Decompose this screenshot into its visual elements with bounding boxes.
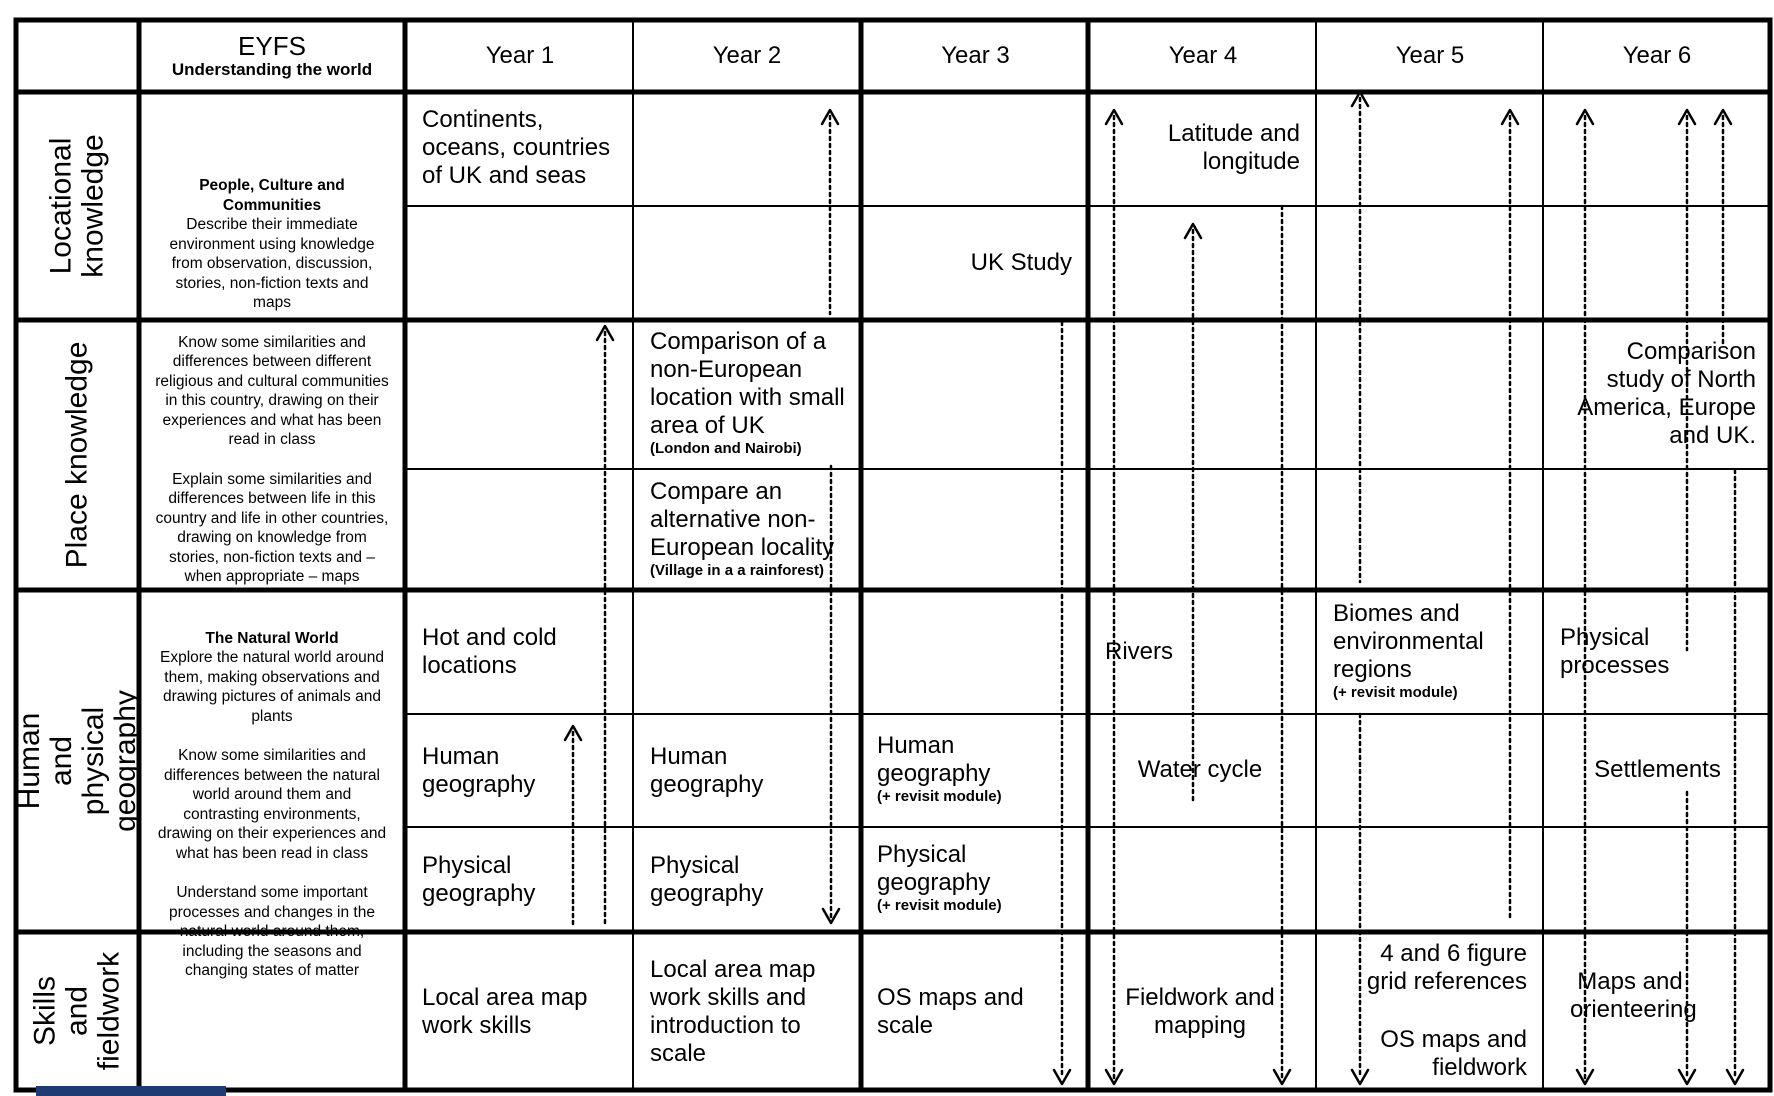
cell-y3-human — [877, 732, 1052, 806]
cell-y5-os-fieldwork: OS maps and fieldwork — [1380, 1026, 1527, 1081]
cell-y6-settlements: Settlements — [1594, 756, 1721, 783]
cell-y2-human: Human geography — [650, 743, 764, 798]
cell-y2-comparison-note: (London and Nairobi) — [650, 440, 802, 457]
year-2-header: Year 2 — [712, 42, 782, 69]
progression-arrow-up — [1352, 92, 1368, 582]
cell-y2-local-map: Local area map work skills and introduction to scale — [650, 956, 816, 1067]
progression-arrow-down — [1679, 792, 1695, 1084]
cell-y5-biomes-text: Biomes and environmental regions — [1333, 600, 1484, 683]
cell-y2-alternative-note: (Village in a a rainforest) — [650, 562, 824, 579]
row-label-human-physical — [12, 592, 142, 930]
row-label-locational — [18, 94, 137, 318]
progression-arrow-up — [1715, 110, 1731, 345]
footer-logo — [36, 1086, 226, 1096]
cell-y2-physical: Physical geography — [650, 852, 764, 907]
row-label-skills-text: Skills and fieldwork — [28, 951, 126, 1071]
cell-y2-alternative — [650, 478, 855, 580]
eyfs-nw-heading: The Natural World — [205, 629, 339, 647]
row-label-place — [18, 322, 137, 588]
progression-arrow-up — [822, 110, 838, 314]
cell-y6-comparison: Comparison study of North America, Europe and UK. — [1577, 338, 1756, 449]
eyfs-header — [141, 22, 403, 90]
cell-y5-biomes — [1333, 600, 1533, 702]
cell-y4-latitude: Latitude and longitude — [1167, 120, 1300, 175]
progression-arrow-both — [1577, 110, 1593, 1084]
cell-y3-physical-note: (+ revisit module) — [877, 897, 1002, 914]
progression-arrow-down — [1054, 322, 1070, 1084]
year-1-header: Year 1 — [485, 42, 555, 69]
cell-y3-physical — [877, 841, 1052, 915]
cell-y5-biomes-note: (+ revisit module) — [1333, 684, 1458, 701]
eyfs-pcc-heading: People, Culture and Communities — [199, 177, 345, 214]
cell-y3-human-note: (+ revisit module) — [877, 788, 1002, 805]
eyfs-pcc-2: Know some similarities and differences between different religious and cultural communities in this country, drawing on their experiences and what has been read in class — [155, 333, 389, 448]
row-label-locational-text: Locational knowledge — [44, 134, 110, 278]
row-label-place-text: Place knowledge — [60, 341, 94, 569]
row-label-skills — [18, 934, 137, 1088]
year-6-header: Year 6 — [1622, 42, 1692, 69]
eyfs-nw-3: Understand some important processes and changes in the natural world around them, including the seasons and changing states of matter — [169, 884, 375, 979]
progression-arrow-up — [1502, 110, 1518, 920]
cell-y1-hot-cold: Hot and cold locations — [422, 624, 557, 679]
cell-y4-rivers: Rivers — [1105, 638, 1174, 665]
cell-y3-os-maps: OS maps and scale — [877, 984, 1024, 1039]
cell-y6-maps: Maps and orienteering — [1570, 968, 1697, 1023]
eyfs-pcc-1: Describe their immediate environment using knowledge from observation, discussion, stories, non-fiction texts and maps — [169, 216, 375, 311]
cell-y5-grid-refs: 4 and 6 figure grid references — [1366, 940, 1527, 995]
cell-y2-comparison — [650, 328, 855, 458]
eyfs-pcc-3: Explain some similarities and differences between life in this country and life in other countries, drawing on knowledge from stories, non-fiction texts and – when appropriate – maps — [155, 470, 389, 585]
cell-y2-alternative-text: Compare an alternative non-European locality — [650, 478, 835, 561]
cell-y1-local-map: Local area map work skills — [422, 984, 588, 1039]
cell-y1-human: Human geography — [422, 743, 536, 798]
year-5-header: Year 5 — [1395, 42, 1465, 69]
cell-y3-physical-text: Physical geography — [877, 841, 991, 896]
year-3-header: Year 3 — [941, 42, 1010, 69]
eyfs-content — [141, 176, 403, 1001]
cell-y1-physical: Physical geography — [422, 852, 536, 907]
year-4-header: Year 4 — [1168, 42, 1238, 69]
progression-arrow-both — [1106, 110, 1122, 1084]
cell-y4-water-cycle: Water cycle — [1137, 756, 1263, 783]
eyfs-nw-2: Know some similarities and differences between the natural world around them and contrasting environments, drawing on their experiences and what has been read in class — [157, 747, 387, 862]
eyfs-title: EYFS — [238, 31, 306, 61]
eyfs-nw-1: Explore the natural world around them, making observations and drawing pictures of animals and plants — [159, 649, 385, 725]
eyfs-subtitle: Understanding the world — [171, 60, 373, 79]
cell-y1-continents: Continents, oceans, countries of UK and seas — [422, 106, 611, 189]
cell-y6-physical-processes: Physical processes — [1560, 624, 1670, 679]
cell-y4-fieldwork: Fieldwork and mapping — [1125, 984, 1275, 1039]
cell-y2-comparison-text: Comparison of a non-European location with small area of UK — [650, 328, 845, 439]
cell-y3-uk-study: UK Study — [970, 249, 1072, 276]
cell-y3-human-text: Human geography — [877, 732, 991, 787]
progression-arrow-down — [1274, 206, 1290, 1084]
row-label-human-physical-text: Human and physical geography — [12, 690, 142, 832]
